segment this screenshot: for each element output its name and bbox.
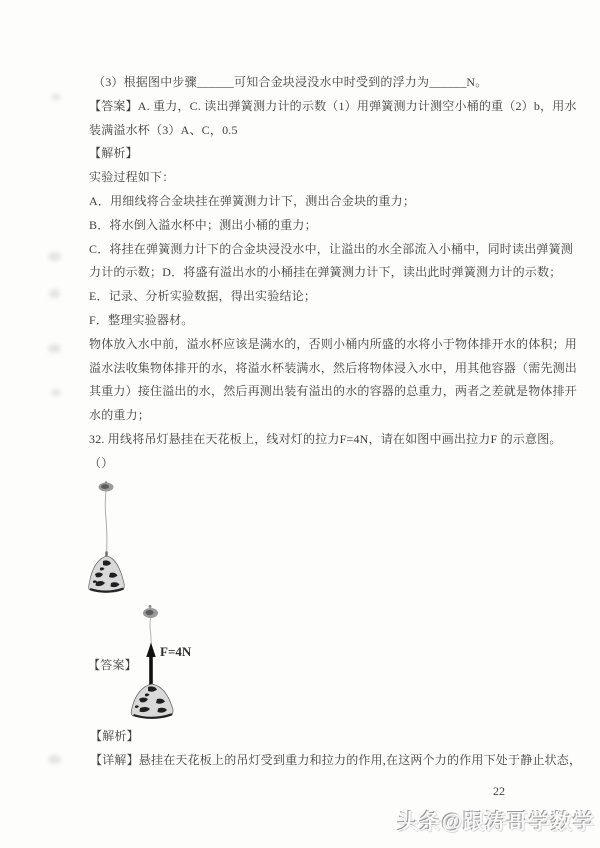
text-line: F．整理实验器材。 xyxy=(89,312,194,327)
text-line: 实验过程如下： xyxy=(89,170,175,185)
text-line: E．记录、分析实验数据，得出实验结论； xyxy=(89,289,317,304)
answer-lamp-figure xyxy=(127,600,201,724)
text-line: 水的重力； xyxy=(89,408,151,423)
text-line: （3）根据图中步骤______可知合金块浸没水中时受到的浮力为______N。 xyxy=(93,75,488,89)
scan-artifact xyxy=(48,252,61,261)
scan-artifact xyxy=(49,289,60,298)
question-text-block xyxy=(89,71,578,476)
watermark-text: 头条@跟涛哥学数学 xyxy=(397,811,595,834)
text-line: 【解析】 xyxy=(89,146,138,161)
page-number: 22 xyxy=(493,784,505,798)
ceiling-hook-icon xyxy=(149,605,152,608)
lamp-cord xyxy=(150,618,151,644)
text-line: 32. 用线将吊灯悬挂在天花板上，线对灯的拉力F=4N，请在如图中画出拉力F 的示意图。 xyxy=(89,431,562,446)
scan-artifact xyxy=(51,94,61,100)
text-line: 其重力）接住溢出的水，然后再测出装有溢出的水的容器的总重力，两者之差就是物体排开 xyxy=(89,384,578,399)
text-line: A．用细线将合金块挂在弹簧测力计下，测出合金块的重力； xyxy=(89,193,416,208)
text-line: 溢水法收集物体排开的水，将溢水杯装满水，然后将物体浸入水中，用其他容器（需先测出 xyxy=(89,360,578,375)
scan-artifact xyxy=(51,389,61,396)
text-line: （） xyxy=(89,455,114,470)
text-line: B．将水倒入溢水杯中；测出小桶的重力； xyxy=(89,217,317,232)
scan-artifact xyxy=(48,344,61,353)
force-arrow-head xyxy=(146,643,155,658)
text-line: 装满溢水杯（3）A、C，0.5 xyxy=(89,122,238,137)
text-line: C．将挂在弹簧测力计下的合金块浸没水中，让溢出的水全部流入小桶中，同时读出弹簧测 xyxy=(89,241,574,256)
question-lamp-figure xyxy=(84,478,130,594)
lamp-cord xyxy=(105,491,107,552)
analysis-label: 【解析】 xyxy=(90,729,139,743)
force-value-label: F=4N xyxy=(160,644,192,659)
text-line: 【答案】A. 重力，C. 读出弹簧测力计的示数（1）用弹簧测力计测空小桶的重（2）b，用水 xyxy=(89,98,577,113)
answer-label: 【答案】 xyxy=(88,658,137,672)
text-line: 力计的示数；D．将盛有溢出水的小桶挂在弹簧测力计下，读出此时弹簧测力计的示数； xyxy=(89,265,562,280)
detail-explanation-line: 【详解】悬挂在天花板上的吊灯受到重力和拉力的作用,在这两个力的作用下处于静止状态， xyxy=(90,753,582,767)
scan-artifact xyxy=(48,755,61,764)
text-line: 物体放入水中前，溢水杯应该是满水的，否则小桶内所盛的水将小于物体排开水的体积；用 xyxy=(89,336,578,351)
